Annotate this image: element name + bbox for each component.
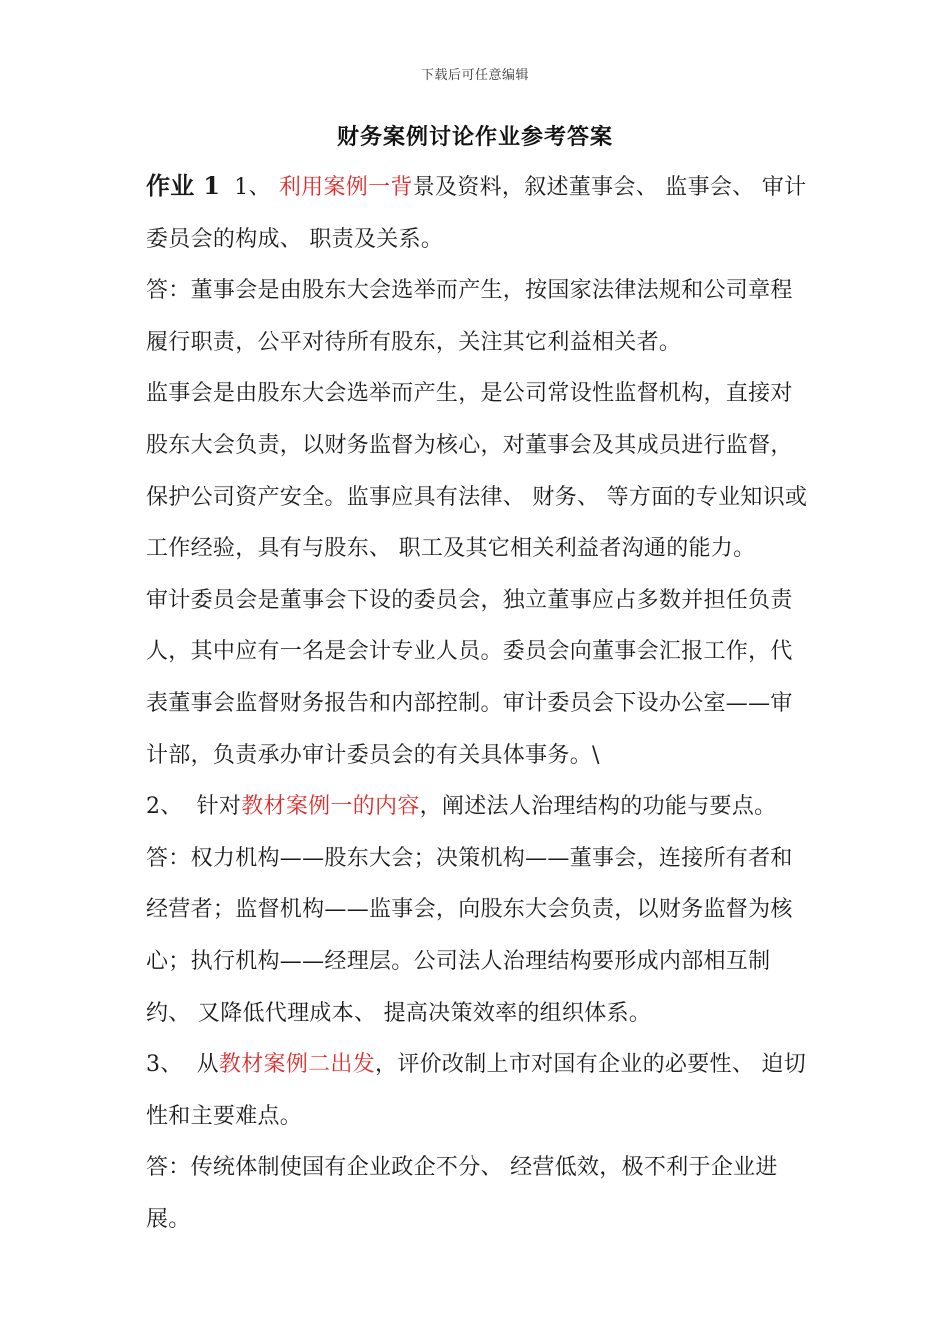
document-body bbox=[146, 160, 810, 1245]
question-2-highlight: 教材案例一的内容 bbox=[241, 794, 420, 820]
answer-1-supervisors: 监事会是由股东大会选举而产生，是公司常设性监督机构，直接对股东大会负责，以财务监督为核心，对董事会及其成员进行监督，保护公司资产安全。监事应具有法律、 财务、 等方面的专业知识或工作经验，具有与股东、 职工及其它相关利益者沟通的能力。 bbox=[146, 381, 808, 562]
question-1-number: 1、 bbox=[234, 175, 271, 200]
question-1-highlight: 利用案例一背 bbox=[278, 175, 413, 200]
question-3 bbox=[146, 1039, 810, 1142]
answer-1-audit-committee: 审计委员会是董事会下设的委员会，独立董事应占多数并担任负责人，其中应有一名是会计专业人员。委员会向董事会汇报工作，代表董事会监督财务报告和内部控制。审计委员会下设办公室——审计部，负责承办审计委员会的有关具体事务。\ bbox=[146, 587, 793, 768]
question-3-number: 3、 bbox=[146, 1052, 183, 1078]
question-3-text: ，评价改制上市对国有企业的必要性、 迫切性和主要难点。 bbox=[146, 1052, 807, 1129]
question-2 bbox=[146, 781, 810, 833]
header-note: 下载后可任意编辑 bbox=[420, 68, 529, 83]
answer-1-board: 答：董事会是由股东大会选举而产生，按国家法律法规和公司章程履行职责，公平对待所有股东，关注其它利益相关者。 bbox=[146, 278, 793, 355]
question-3-highlight: 教材案例二出发 bbox=[218, 1052, 376, 1078]
question-1 bbox=[146, 160, 810, 265]
assignment-label: 作业 1 bbox=[146, 171, 221, 200]
question-2-number: 2、 bbox=[146, 794, 183, 820]
answer-3: 答：传统体制使国有企业政企不分、 经营低效，极不利于企业进展。 bbox=[146, 1155, 778, 1232]
answer-2: 答：权力机构——股东大会；决策机构——董事会，连接所有者和经营者；监督机构——监事会，向股东大会负责，以财务监督为核心；执行机构——经理层。公司法人治理结构要形成内部相互制约、 又降低代理成本、 提高决策效率的组织体系。 bbox=[146, 845, 793, 1026]
document-title: 财务案例讨论作业参考答案 bbox=[336, 124, 613, 150]
question-1-text: 景及资料，叙述董事会、 监事会、 审计委员会的构成、 职责及关系。 bbox=[146, 175, 807, 252]
question-2-prefix: 针对 bbox=[196, 794, 242, 820]
question-2-text: ，阐述法人治理结构的功能与要点。 bbox=[419, 794, 777, 820]
question-3-prefix: 从 bbox=[196, 1052, 219, 1078]
